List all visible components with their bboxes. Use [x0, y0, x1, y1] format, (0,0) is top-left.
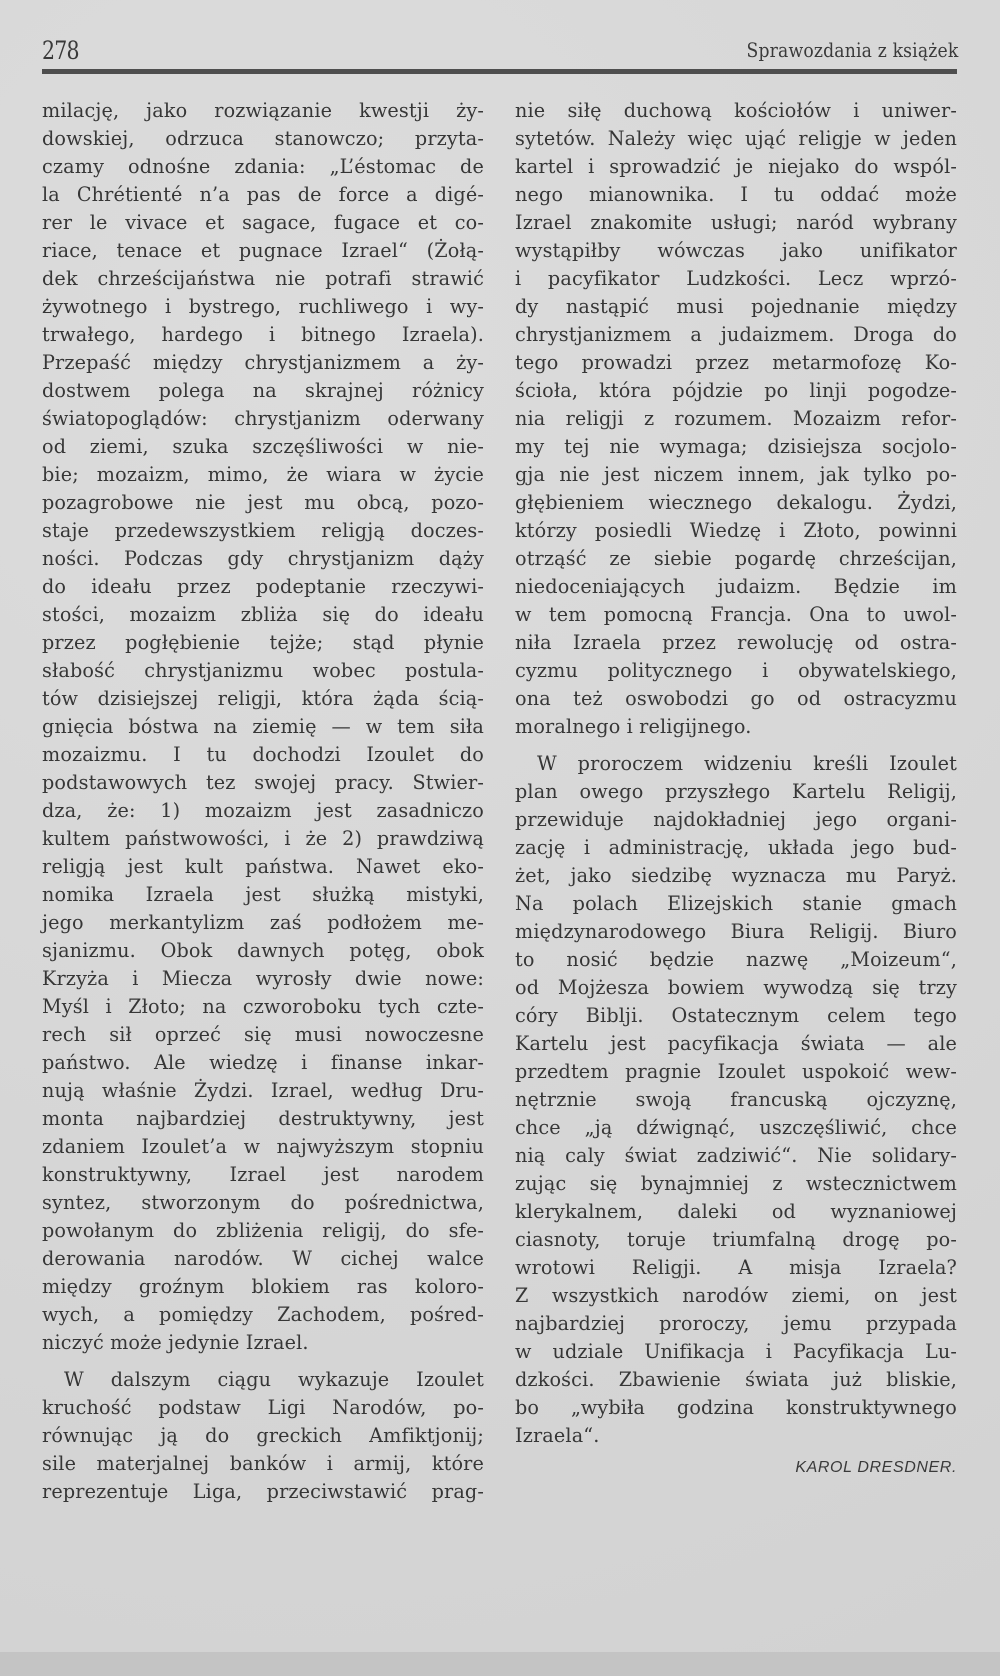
text-line: Kartelu jest pacyfikacja świata — ale: [515, 1032, 957, 1055]
scan-bottom-edge: [0, 1652, 1000, 1676]
text-line: światopoglądów: chrystjanizm oderwany: [42, 407, 484, 430]
text-line: my tej nie wymaga; dzisiejsza socjolo-: [515, 435, 957, 458]
text-line: nego mianownika. I tu oddać może: [515, 183, 957, 206]
text-line: sile materjalnej banków i armij, które: [42, 1452, 484, 1475]
text-line: słabość chrystjanizmu wobec postula-: [42, 659, 484, 682]
text-line: do ideału przez podeptanie rzeczywi-: [42, 575, 484, 598]
text-line: chrystjanizmem a judaizmem. Droga do: [515, 323, 957, 346]
text-line: staje przedewszystkiem religją doczes-: [42, 519, 484, 542]
text-line: la Chrétienté n’a pas de force a digé-: [42, 183, 484, 206]
text-line: konstruktywny, Izrael jest narodem: [42, 1163, 484, 1186]
text-line: jego merkantylizm zaś podłożem me-: [42, 911, 484, 934]
text-line: dy nastąpić musi pojednanie między: [515, 295, 957, 318]
left-paragraph-2: [42, 1366, 484, 1506]
text-line: reprezentuje Liga, przeciwstawić prag-: [42, 1480, 484, 1503]
text-line: córy Biblji. Ostatecznym celem tego: [515, 1004, 957, 1027]
text-line: gnięcia bóstwa na ziemię — w tem siła: [42, 715, 484, 738]
text-line: niczyć może jedynie Izrael.: [42, 1331, 309, 1354]
text-line: pozagrobowe nie jest mu obcą, pozo-: [42, 491, 484, 514]
text-line: dza, że: 1) mozaizm jest zasadniczo: [42, 799, 484, 822]
text-line: głębieniem wiecznego dekalogu. Żydzi,: [515, 491, 957, 514]
text-line: to nosić będzie nazwę „Moizeum“,: [515, 948, 957, 971]
text-line: nętrznie swoją francuską ojczyznę,: [515, 1088, 957, 1111]
text-line: W proroczem widzeniu kreśli Izoulet: [537, 752, 957, 775]
text-line: zdaniem Izoulet’a w najwyższym stopniu: [42, 1135, 484, 1158]
text-line: zację i administrację, układa jego bud-: [515, 836, 957, 859]
section-title: Sprawozdania z książek: [746, 38, 958, 62]
text-line: państwo. Ale wiedzę i finanse inkar-: [42, 1051, 484, 1074]
right-paragraph-2: [515, 750, 957, 1450]
text-line: najbardziej proroczy, jemu przypada: [515, 1312, 957, 1335]
text-line: w udziale Unifikacja i Pacyfikacja Lu-: [515, 1340, 957, 1363]
text-line: przewiduje najdokładniej jego organi-: [515, 808, 957, 831]
page-number: 278: [42, 36, 79, 65]
text-line: w tem pomocną Francja. Ona to uwol-: [515, 603, 957, 626]
text-line: rech sił oprzeć się musi nowoczesne: [42, 1023, 484, 1046]
text-line: czamy odnośne zdania: „L’éstomac de: [42, 155, 484, 178]
text-line: riace, tenace et pugnace Izrael“ (Żołą-: [42, 239, 484, 262]
text-line: sytetów. Należy więc ująć religje w jeden: [515, 127, 957, 150]
text-line: syntez, stworzonym do pośrednictwa,: [42, 1191, 484, 1214]
text-line: dostwem polega na skrajnej różnicy: [42, 379, 484, 402]
text-line: trwałego, hardego i bitnego Izraela).: [42, 323, 484, 346]
text-line: dzkości. Zbawienie świata już bliskie,: [515, 1368, 957, 1391]
text-line: od ziemi, szuka szczęśliwości w nie-: [42, 435, 484, 458]
text-line: powołanym do zbliżenia religij, do sfe-: [42, 1219, 484, 1242]
text-line: żywotnego i bystrego, ruchliwego i wy-: [42, 295, 484, 318]
text-line: milację, jako rozwiązanie kwestji ży-: [42, 99, 484, 122]
text-line: nią caly świat zadziwić“. Nie solidary-: [515, 1144, 957, 1167]
text-line: Przepaść między chrystjanizmem a ży-: [42, 351, 484, 374]
text-line: cyzmu politycznego i obywatelskiego,: [515, 659, 957, 682]
paragraph-gap: [515, 741, 957, 750]
text-line: mozaizmu. I tu dochodzi Izoulet do: [42, 743, 484, 766]
text-line: tów dzisiejszej religji, która żąda ścią-: [42, 687, 484, 710]
text-line: klerykalnem, daleki od wyznaniowej: [515, 1200, 957, 1223]
text-line: sjanizmu. Obok dawnych potęg, obok: [42, 939, 484, 962]
text-line: religją jest kult państwa. Nawet eko-: [42, 855, 484, 878]
text-line: moralnego i religijnego.: [515, 715, 752, 738]
text-line: kruchość podstaw Ligi Narodów, po-: [42, 1396, 484, 1419]
text-line: bo „wybiła godzina konstruktywnego: [515, 1396, 957, 1419]
text-line: Izrael znakomite usługi; naród wybrany: [515, 211, 957, 234]
text-line: wych, a pomiędzy Zachodem, pośred-: [42, 1303, 484, 1326]
text-line: Izraela“.: [515, 1424, 600, 1447]
text-line: międzynarodowego Biura Religij. Biuro: [515, 920, 957, 943]
text-line: ciasnoty, toruje triumfalną drogę po-: [515, 1228, 957, 1251]
text-line: między groźnym blokiem ras koloro-: [42, 1275, 484, 1298]
text-line: tego prowadzi przez metarmofozę Ko-: [515, 351, 957, 374]
text-line: Z wszystkich narodów ziemi, on jest: [515, 1284, 957, 1307]
text-line: wrotowi Religji. A misja Izraela?: [515, 1256, 957, 1279]
text-line: otrząść ze siebie pogardę chrześcijan,: [515, 547, 957, 570]
text-line: Myśl i Złoto; na czworoboku tych czte-: [42, 995, 484, 1018]
running-head: [42, 36, 958, 68]
header-rule: [42, 69, 957, 74]
text-line: dek chrześcijaństwa nie potrafi strawić: [42, 267, 484, 290]
text-line: wystąpiłby wówczas jako unifikator: [515, 239, 957, 262]
text-line: niła Izraela przez rewolucję od ostra-: [515, 631, 957, 654]
author-signature: KAROL DRESDNER.: [795, 1459, 957, 1476]
text-line: W dalszym ciągu wykazuje Izoulet: [64, 1368, 484, 1391]
text-line: nują właśnie Żydzi. Izrael, według Dru-: [42, 1079, 484, 1102]
text-line: żet, jako siedzibę wyznacza mu Paryż.: [515, 864, 957, 887]
text-line: zując się bynajmniej z wstecznictwem: [515, 1172, 957, 1195]
text-line: podstawowych tez swojej pracy. Stwier-: [42, 771, 484, 794]
right-paragraph-1: [515, 97, 957, 741]
text-line: nomika Izraela jest służką mistyki,: [42, 883, 484, 906]
left-column: [42, 97, 484, 1506]
text-line: ona też oswobodzi go od ostracyzmu: [515, 687, 957, 710]
text-line: bie; mozaizm, mimo, że wiara w życie: [42, 463, 484, 486]
text-line: przedtem pragnie Izoulet uspokoić wew-: [515, 1060, 957, 1083]
text-line: kartel i sprowadzić je niejako do wspól-: [515, 155, 957, 178]
text-line: którzy posiedli Wiedzę i Złoto, powinni: [515, 519, 957, 542]
left-paragraph-1: [42, 97, 484, 1357]
text-line: od Mojżesza bowiem wywodzą się trzy: [515, 976, 957, 999]
text-line: równując ją do greckich Amfiktjonij;: [42, 1424, 484, 1447]
text-line: ności. Podczas gdy chrystjanizm dąży: [42, 547, 484, 570]
text-line: derowania narodów. W cichej walce: [42, 1247, 484, 1270]
text-line: nia religji z rozumem. Mozaizm refor-: [515, 407, 957, 430]
text-line: dowskiej, odrzuca stanowczo; przyta-: [42, 127, 484, 150]
paragraph-gap: [42, 1357, 484, 1366]
text-line: przez pogłębienie tejże; stąd płynie: [42, 631, 484, 654]
text-line: Krzyża i Miecza wyrosły dwie nowe:: [42, 967, 484, 990]
text-line: Na polach Elizejskich stanie gmach: [515, 892, 957, 915]
text-line: stości, mozaizm zbliża się do ideału: [42, 603, 484, 626]
text-line: niedoceniających judaizm. Będzie im: [515, 575, 957, 598]
text-line: i pacyfikator Ludzkości. Lecz wprzó-: [515, 267, 957, 290]
text-line: monta najbardziej destruktywny, jest: [42, 1107, 484, 1130]
text-line: chce „ją dźwignąć, uszczęśliwić, chce: [515, 1116, 957, 1139]
text-line: rer le vivace et sagace, fugace et co-: [42, 211, 484, 234]
text-line: kultem państwowości, i że 2) prawdziwą: [42, 827, 484, 850]
text-line: nie siłę duchową kościołów i uniwer-: [515, 99, 957, 122]
text-line: plan owego przyszłego Kartelu Religij,: [515, 780, 957, 803]
right-column: [515, 97, 957, 1486]
text-line: ścioła, która pójdzie po linji pogodze-: [515, 379, 957, 402]
text-line: gja nie jest niczem innem, jak tylko po-: [515, 463, 957, 486]
